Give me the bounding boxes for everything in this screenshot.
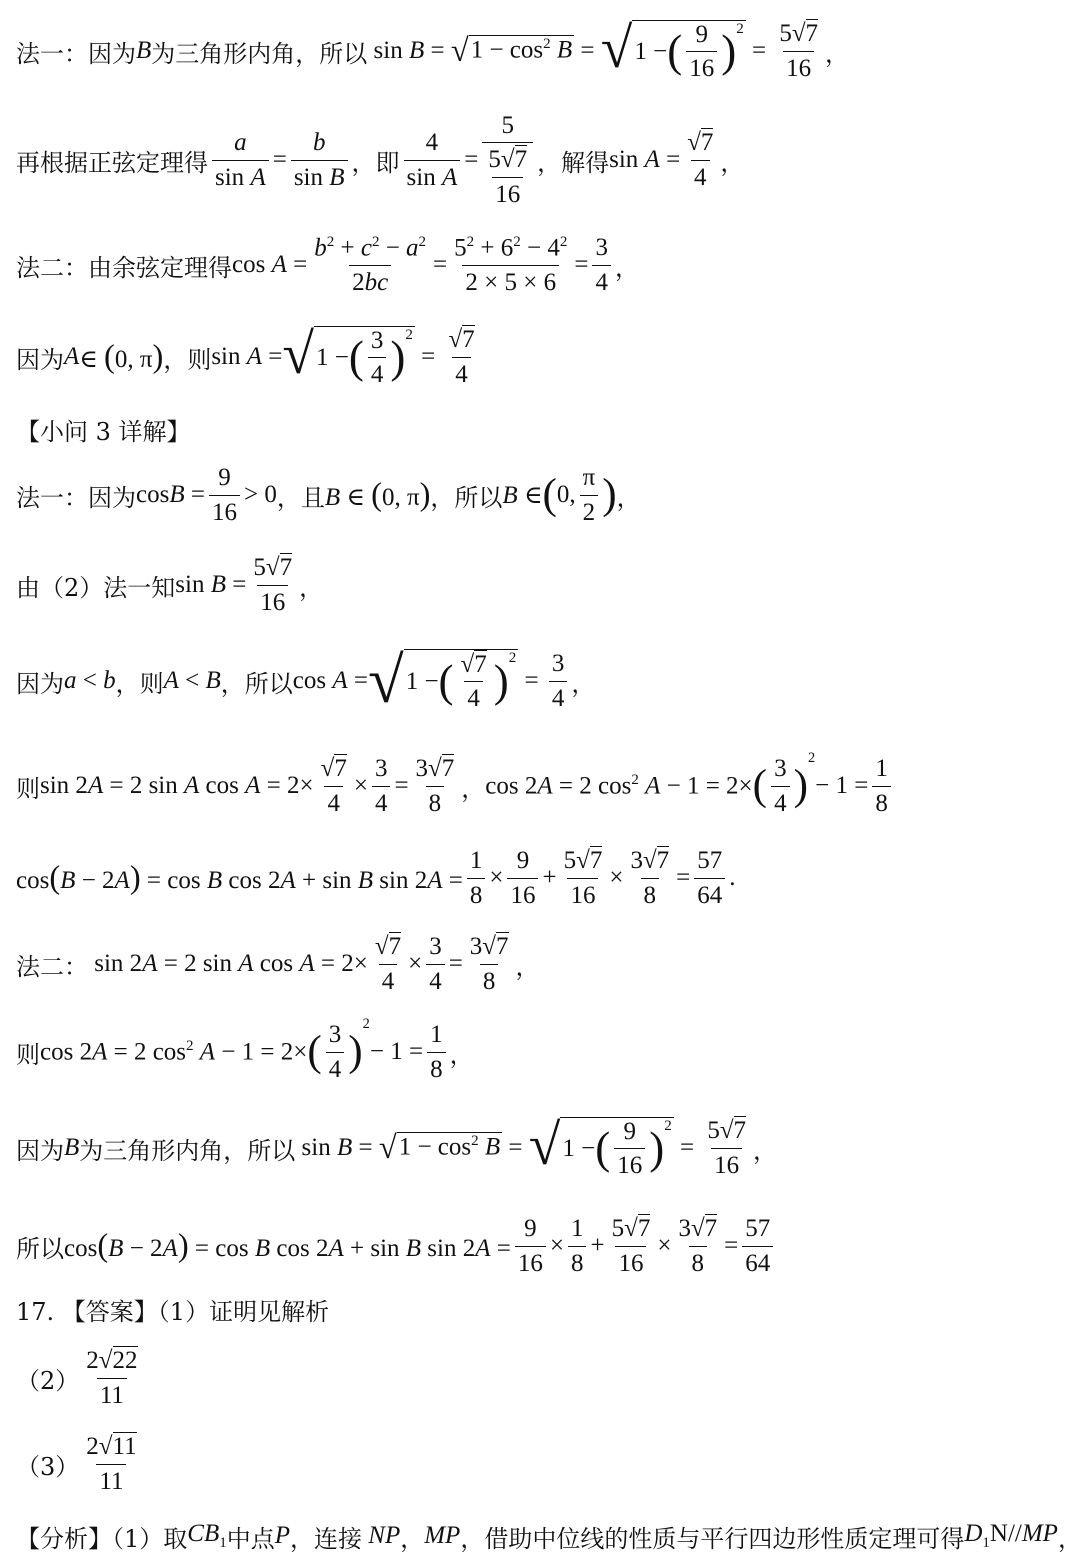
solution-line-11: 法二： sin 2A = 2 sin A cos A = 2× $\frac{√7}{4}$ × $\frac{3}{4}$ = $\frac{3√7}{8}$ ， [16, 933, 540, 995]
answer-17-part-3: （3） $\frac{2√11}{11}$ [16, 1433, 137, 1495]
solution-line-13: 因为 B 为三角形内角，所以 sin B = √ $1 - \cos^2 B$ = √ 1 − ( $\frac{9}{16}$ ) 2 = $\frac{5√7}{16}$ ， [16, 1113, 778, 1179]
answer-17-part-2: （2） $\frac{2√22}{11}$ [16, 1347, 138, 1409]
solution-line-2: 再根据正弦定理得 $\frac{a}{\text{sin A}}$ = $\frac{b}{\text{sin B}}$ ，即 $\frac{4}{\text{sin A}}$ = $\frac{5}{\frac{5√7}{16}}$ ，解得 sin A = $\frac{√7}{4}$ ， [16, 111, 745, 208]
section-heading-text: 【小问 3 详解】 [16, 417, 191, 446]
solution-line-3: 法二：由余弦定理得 cos A = $\frac{b^2 + c^2 - a^2}{2bc}$ = $\frac{5^2 + 6^2 - 4^2}{2 \times 5 \times 6}$ = $\frac{3}{4}$ ， [16, 233, 639, 296]
solution-line-12: 则 cos 2A = 2 $\cos^2 A - 1 = 2\times$ ( $\frac{3}{4}$ ) 2 − 1 = $\frac{1}{8}$ ， [16, 1016, 474, 1083]
answer-17-heading [16, 1292, 1071, 1326]
solution-line-7: 由（2）法一知 sin B = $\frac{5√7}{16}$ ， [16, 554, 324, 616]
solution-line-1: 法一：因为 B 为三角形内角，所以 sin B = √ $1 - \cos^2 B$ = √ 1 − ( $\frac{9}{16}$ ) 2 = $\frac{5√7}{16}$ ， [16, 16, 850, 82]
solution-line-4: 因为 A ∈ (0, π) ，则 sin A = √ 1 − ( $\frac{3}{4}$ ) 2 = $\frac{√7}{4}$ [16, 322, 475, 388]
analysis-line: 【分析】（1）取 $CB_1$ 中点 P ，连接 NP ， MP ，借助中位线的性质与平行四边形性质定理可得 $D_1N//MP$ ， [16, 1520, 1082, 1553]
section-heading-q3 [16, 412, 1071, 446]
solution-line-6: 法一：因为 cosB = $\frac{9}{16}$ > 0 ，且 B ∈ (0, π) ，所以 B ∈ ( 0, $\frac{\pi}{2}$ ) ， [16, 464, 641, 526]
solution-line-14: 所以 cos(B − 2A) = cos B cos 2A + sin B sin 2A = $\frac{9}{16}$ × $\frac{1}{8}$ + $\frac{5√7}{16}$ × $\frac{3√7}{8}$ = $\frac{57}{64}$ [16, 1210, 1071, 1282]
solution-line-9: 则 sin 2A = 2 sin A cos A = 2× $\frac{√7}{4}$ × $\frac{3}{4}$ = $\frac{3√7}{8}$ ， cos 2A = 2 $\cos^2 A - 1 = 2\times$ ( $\frac{3}{4}$ ) 2 − 1 = $\frac{1}{8}$ [16, 750, 1071, 822]
answer-17-text: 17. 【答案】（1）证明见解析 [16, 1297, 330, 1326]
solution-line-10: cos(B − 2A) = cos B cos 2A + sin B sin 2A = $\frac{1}{8}$ × $\frac{9}{16}$ + $\frac{5√7}{16}$ × $\frac{3√7}{8}$ = $\frac{57}{64}$ . [16, 847, 736, 909]
solution-line-8: 因为 a < b ，则 A < B ，所以 cos A = √ 1 − ( $\frac{√7}{4}$ ) 2 = $\frac{3}{4}$ ， [16, 644, 596, 717]
